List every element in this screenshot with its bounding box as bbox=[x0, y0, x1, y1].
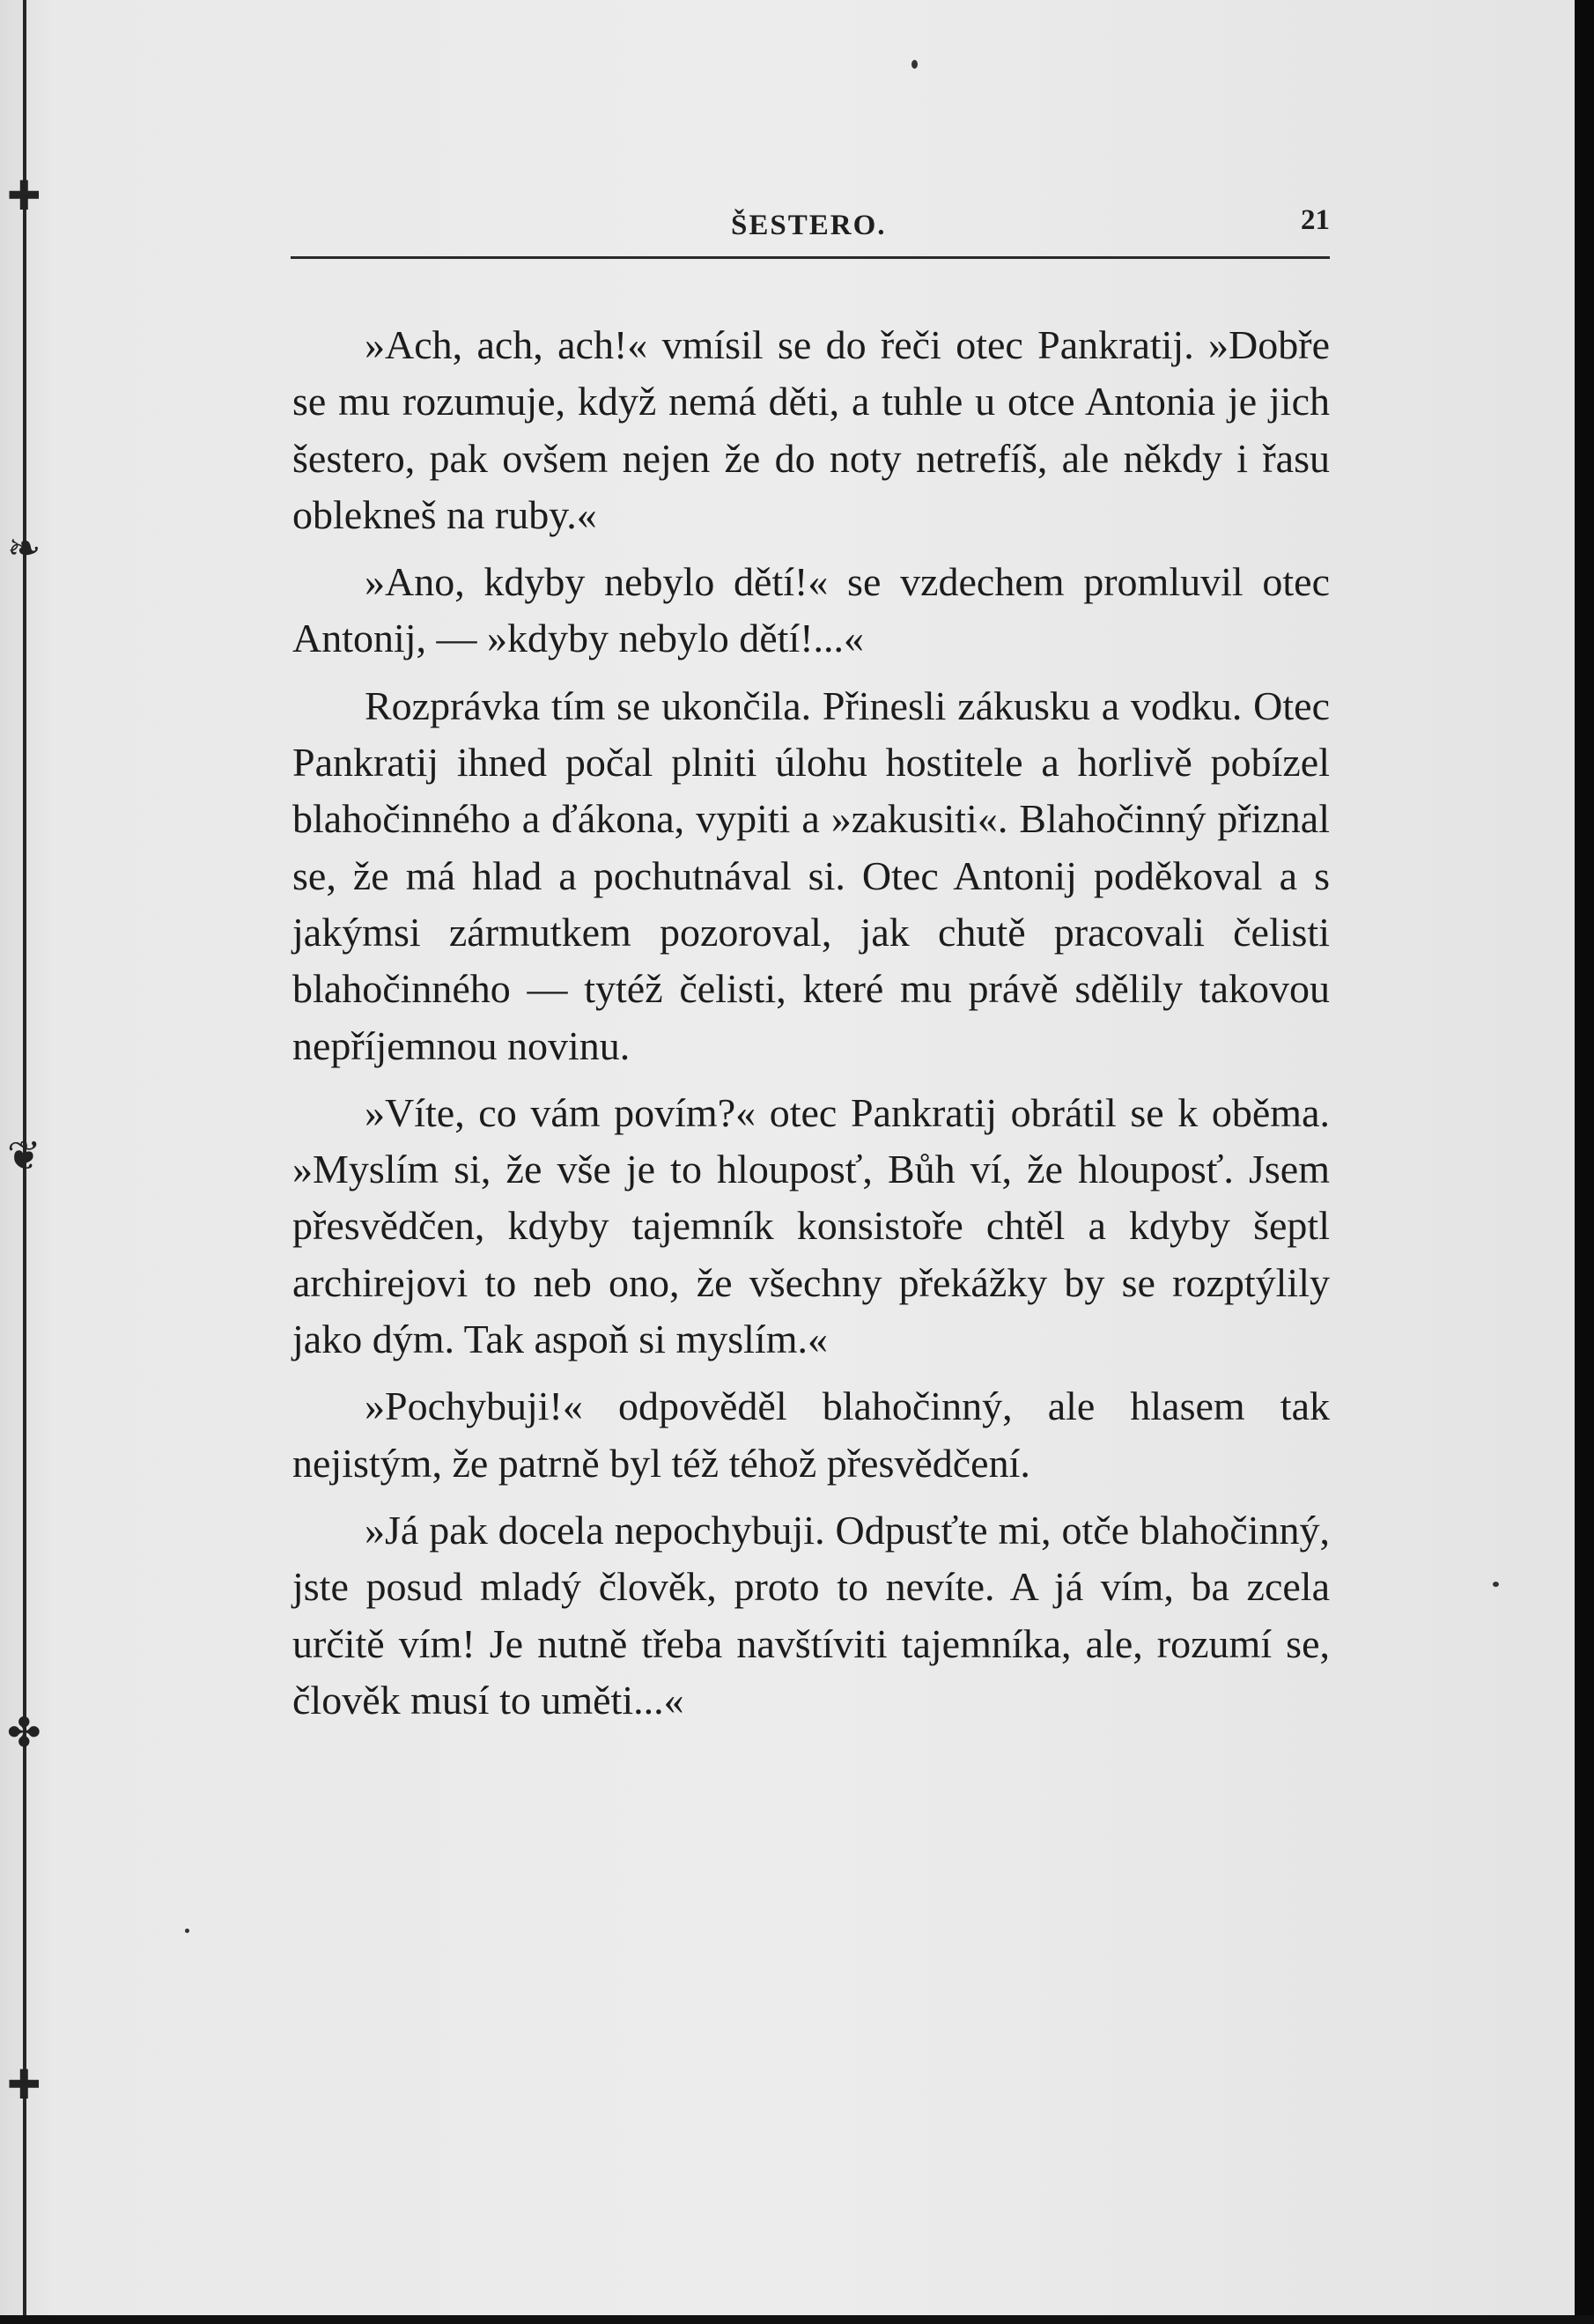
page-number: 21 bbox=[1301, 204, 1330, 236]
print-speck bbox=[911, 60, 918, 69]
running-title: ŠESTERO. bbox=[731, 210, 887, 241]
print-speck bbox=[185, 1929, 189, 1933]
binding-cross-icon: ✚ bbox=[7, 2062, 41, 2107]
body-text bbox=[292, 317, 1330, 1739]
paragraph: »Víte, co vám povím?« otec Pankratij obrátil se k oběma. »Myslím si, že vše je to hlouposť, Bůh ví, že hlouposť. Jsem přesvědčen, kdyby tajemník konsistoře chtěl a kdyby šeptl archirejovi to neb ono, že všechny překážky by se rozptýlily jako dým. Tak aspoň si myslím.« bbox=[292, 1089, 1330, 1362]
scan-edge-right bbox=[1575, 0, 1594, 2324]
binding-ornament-icon: ❦ bbox=[7, 1133, 41, 1178]
binding-ornament-icon: ❧ bbox=[7, 526, 41, 571]
print-speck bbox=[1493, 1582, 1499, 1587]
paragraph: »Já pak docela nepochybuji. Odpusťte mi, otče blahočinný, jste posud mladý člověk, proto to nevíte. A já vím, ba zcela určitě vím! Je nutně třeba navštíviti tajemníka, ale, rozumí se, člověk musí to uměti...« bbox=[292, 1507, 1330, 1723]
binding-ornament-icon: ✤ bbox=[7, 1710, 41, 1755]
paragraph: »Pochybuji!« odpověděl blahočinný, ale hlasem tak nejistým, že patrně byl též téhož přesvědčení. bbox=[292, 1383, 1330, 1486]
paragraph: »Ach, ach, ach!« vmísil se do řeči otec Pankratij. »Dobře se mu rozumuje, když nemá děti, a tuhle u otce Antonia je jich šestero, pak ovšem nejen že do noty netrefíš, ale někdy i řasu oblekneš na ruby.« bbox=[292, 322, 1330, 537]
running-header bbox=[291, 204, 1330, 259]
paragraph: Rozprávka tím se ukončila. Přinesli zákusku a vodku. Otec Pankratij ihned počal plniti úlohu hostitele a horlivě pobízel blahočinného a ďákona, vypiti a »zakusiti«. Blahočinný přiznal se, že má hlad a pochutnával si. Otec Antonij poděkoval a s jakýmsi zármutkem pozoroval, jak chutě pracovali čelisti blahočinného — tytéž čelisti, které mu právě sdělily takovou nepříjemnou novinu. bbox=[292, 682, 1330, 1068]
scan-edge-bottom bbox=[0, 2315, 1594, 2324]
header-rule bbox=[291, 256, 1330, 259]
binding-cross-icon: ✚ bbox=[7, 173, 41, 218]
paragraph: »Ano, kdyby nebylo dětí!« se vzdechem promluvil otec Antonij, — »kdyby nebylo dětí!...« bbox=[292, 559, 1330, 661]
